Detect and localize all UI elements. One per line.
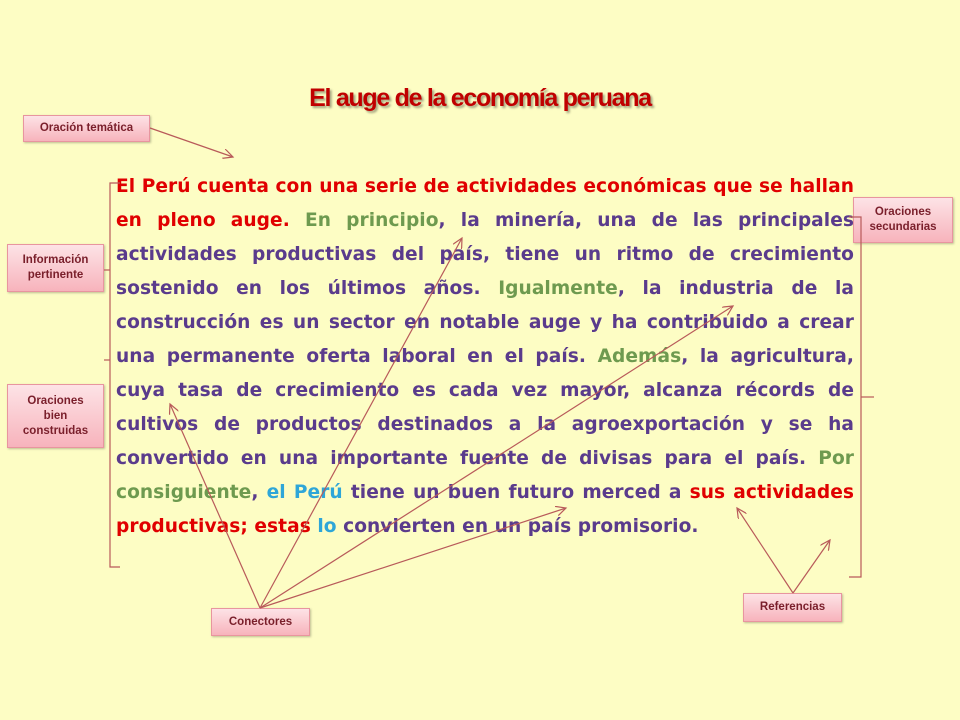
reference-text: el Perú (266, 482, 343, 503)
arrow-conector-igualmente (260, 306, 733, 608)
topic-text: sus actividades productivas; estas (116, 482, 855, 537)
arrow-oracion-tematica (150, 128, 233, 157)
arrow-conector-ademas (170, 404, 260, 608)
connector-text: Por consiguiente (116, 448, 854, 503)
left-bracket (110, 183, 120, 567)
label-conectores-text: Conectores (228, 615, 293, 628)
body-text: convierten en un país promisorio. (336, 516, 699, 537)
body-text: , (251, 482, 267, 503)
connector-text: En principio (304, 210, 439, 231)
label-oraciones-bien-construidas-line2: bien (43, 409, 68, 422)
body-text: , la agricultura, cuya tasa de crecimiento es cada vez mayor, alcanza récords de cultivos de productos destinados a la agroexportación y se ha convertido en una importante fuente de divisas para el país. (116, 346, 854, 469)
label-referencias-text: Referencias (759, 601, 826, 613)
arrow-referencia-el-peru (737, 508, 793, 593)
body-text: , la minería, una de las principales actividades productivas del país, tiene un ritmo de crecimiento sostenido en los últimos años. (116, 210, 854, 299)
page-title: El auge de la economía peruana (309, 84, 651, 112)
topic-sentence-text: El Perú cuenta con una serie de actividades económicas que se hallan en pleno auge. (116, 176, 854, 231)
label-oraciones-bien-construidas-line1: Oraciones (27, 394, 84, 407)
label-oraciones-bien-construidas-line3: construidas (22, 424, 89, 437)
body-text: , la industria de la construcción es un sector en notable auge y ha contribuido a crear una permanente oferta laboral en el país. (116, 278, 855, 367)
right-bracket (849, 217, 861, 577)
body-text: tiene un buen futuro merced a (342, 482, 690, 503)
connector-text: Además (597, 346, 682, 367)
arrow-referencia-lo (793, 540, 830, 593)
label-informacion-pertinente-line1: Información (22, 254, 89, 266)
label-oraciones-secundarias-line2: secundarias (869, 221, 937, 233)
label-informacion-pertinente-line2: pertinente (27, 269, 84, 281)
label-oracion-tematica-text: Oración temática (39, 122, 134, 134)
reference-text: lo (317, 516, 337, 537)
label-oraciones-secundarias-line1: Oraciones (874, 206, 932, 218)
connector-text: Igualmente (498, 278, 618, 299)
